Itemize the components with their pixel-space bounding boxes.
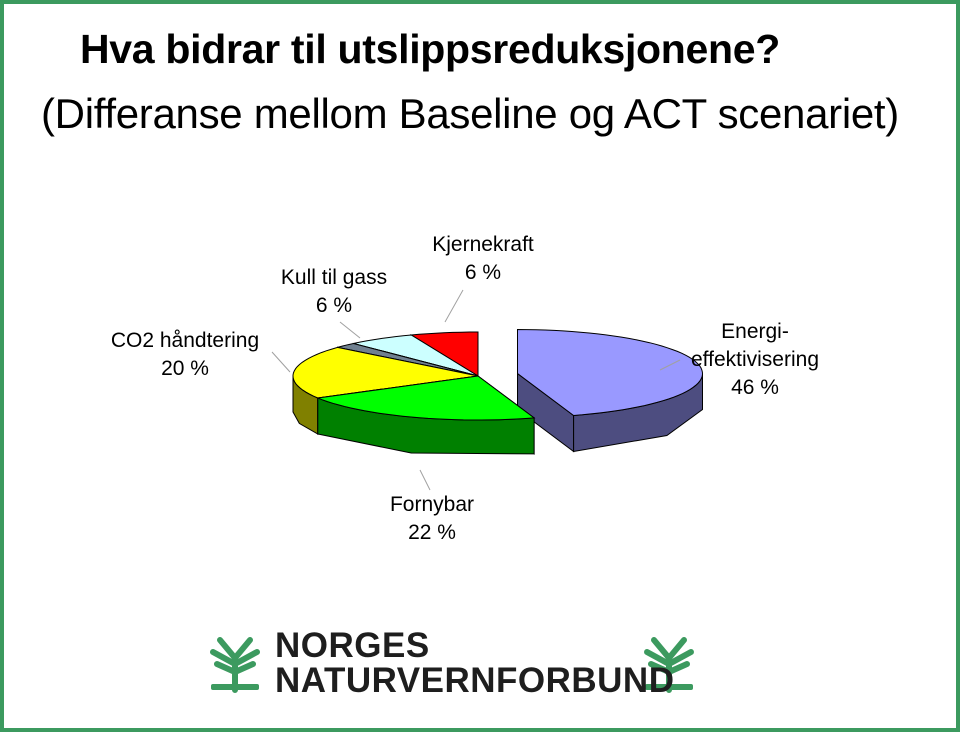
label-fornybar [372,491,492,547]
label-kull [270,264,398,320]
pie-slice-energi-effektivisering [518,330,703,452]
label-kjernekraft [419,231,547,287]
label-kjernekraft-name: Kjernekraft [432,233,534,256]
label-kull-value: 6 % [315,294,353,317]
logo-text [275,628,674,698]
leader-line-1 [340,322,360,338]
leader-line-2 [445,290,463,322]
slide-subtitle: (Differanse mellom Baseline og ACT scenariet) [40,90,899,137]
label-co2 [110,327,260,383]
label-kull-name: Kull til gass [280,266,388,289]
slide-title: Hva bidrar til utslippsreduksjonene? [80,26,781,72]
label-co2-name: CO2 håndtering [110,329,260,352]
label-fornybar-value: 22 % [408,521,456,544]
logo-line2: NATURVERNFORBUND [275,661,675,700]
label-energi-value: 46 % [731,376,779,399]
label-energi [680,318,830,402]
label-fornybar-name: Fornybar [389,493,475,516]
label-energi-line2: effektivisering [690,348,819,371]
naturvernforbund-logo [205,628,705,698]
leader-line-3 [420,470,430,490]
pie-slices [293,330,703,454]
label-kjernekraft-value: 6 % [464,261,502,284]
label-energi-line1: Energi- [721,320,789,343]
logo-line1: NORGES [275,626,430,665]
tree-emblem-icon [211,640,259,690]
label-co2-value: 20 % [161,357,209,380]
leader-line-0 [272,352,290,372]
